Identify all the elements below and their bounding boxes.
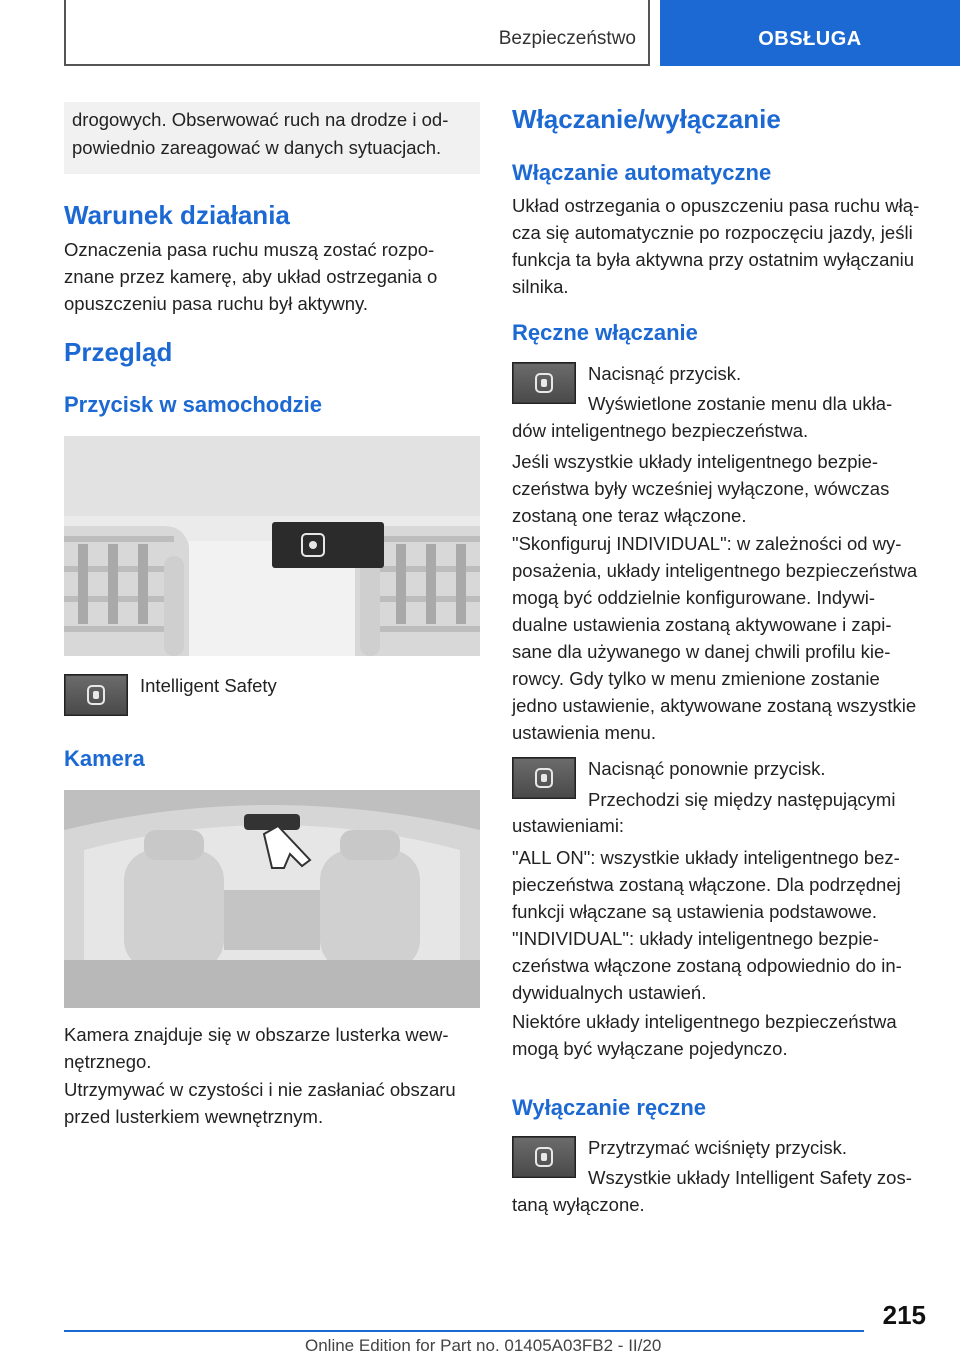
text-line: przed lusterkiem wewnętrznym. <box>64 1106 324 1127</box>
menu-text-line1: Wyświetlone zostanie menu dla ukła- <box>588 393 893 414</box>
note-box <box>64 102 480 174</box>
menu-text-line2: dów inteligentnego bezpieczeństwa. <box>512 420 809 441</box>
configure-paragraph <box>512 530 932 746</box>
header-chapter-tab <box>660 0 960 66</box>
all-off-line1: Wszystkie układy Intelligent Safety zos- <box>588 1167 912 1188</box>
text-line: jedno ustawienie, aktywowane zostaną wszystkie <box>512 695 917 716</box>
heading-camera: Kamera <box>64 746 145 771</box>
text-line: posażenia, układy inteligentnego bezpieczeństwa <box>512 560 918 581</box>
dashboard-button-image <box>64 436 480 656</box>
text-line: sane dla używanego w danej chwili profilu kie- <box>512 641 891 662</box>
footer-divider <box>64 1330 864 1332</box>
press-button-text: Nacisnąć przycisk. <box>588 363 742 384</box>
text-line: funkcji włączane są ustawienia podstawowe. <box>512 901 878 922</box>
heading-on-off: Włączanie/wyłączanie <box>512 104 781 134</box>
switch-text-line2: ustawieniami: <box>512 815 625 836</box>
text-line: "INDIVIDUAL": układy inteligentnego bezpie- <box>512 928 879 949</box>
all-on-paragraph <box>512 844 928 925</box>
text-line: rowcy. Gdy tylko w menu zmienione zostanie <box>512 668 880 689</box>
text-line: zostaną one teraz włączone. <box>512 505 747 526</box>
text-line: Kamera znajduje się w obszarze lusterka wew- <box>64 1024 449 1045</box>
text-line: nętrznego. <box>64 1051 152 1072</box>
auto-paragraph <box>512 192 928 300</box>
individual-paragraph <box>512 925 928 1006</box>
heading-auto-on: Włączanie automatyczne <box>512 160 772 185</box>
heading-manual-off: Wyłączanie ręczne <box>512 1095 707 1120</box>
heading-condition: Warunek działania <box>64 200 290 230</box>
text-line: Oznaczenia pasa ruchu muszą zostać rozpo- <box>64 239 435 260</box>
intelligent-safety-button-icon <box>512 362 576 404</box>
chapter-title: OBSŁUGA <box>758 28 862 50</box>
text-line: "ALL ON": wszystkie układy inteligentnego bez- <box>512 847 900 868</box>
intelligent-safety-button-icon <box>64 674 128 716</box>
text-line: Utrzymywać w czystości i nie zasłaniać obszaru <box>64 1079 456 1100</box>
text-line: mogą być wyłączane pojedynczo. <box>512 1038 788 1059</box>
heading-button-in-car: Przycisk w samochodzie <box>64 392 322 417</box>
section-title: Bezpieczeństwo <box>498 28 636 49</box>
text-line: dualne ustawienia zostaną aktywowane i zapi- <box>512 614 892 635</box>
text-line: znane przez kamerę, aby układ ostrzegania o <box>64 266 438 287</box>
text-line: ustawienia menu. <box>512 722 656 743</box>
intelligent-safety-button-icon <box>512 1136 576 1178</box>
header-section-tab <box>64 0 650 66</box>
camera-location-image <box>64 790 480 1008</box>
camera-paragraph <box>64 1021 480 1075</box>
text-line: czeństwa włączone zostaną odpowiednio do in- <box>512 955 902 976</box>
page-number: 215 <box>882 1300 926 1330</box>
all-off-line2: taną wyłączone. <box>512 1194 645 1215</box>
switch-text-line1: Przechodzi się między następującymi <box>588 789 896 810</box>
text-line: mogą być oddzielnie konfigurowane. Indywi- <box>512 587 876 608</box>
heading-manual-on: Ręczne włączanie <box>512 320 698 345</box>
hold-button-text: Przytrzymać wciśnięty przycisk. <box>588 1137 848 1158</box>
edition-text: Online Edition for Part no. 01405A03FB2 - II/20 <box>305 1336 662 1355</box>
text-line: Niektóre układy inteligentnego bezpieczeństwa <box>512 1011 897 1032</box>
if-all-paragraph <box>512 448 928 529</box>
clean-paragraph <box>64 1076 480 1130</box>
note-line: powiednio zareagować w danych sytuacjach. <box>72 137 442 158</box>
text-line: czeństwa były wcześniej wyłączone, wówczas <box>512 478 890 499</box>
text-line: opuszczeniu pasa ruchu był aktywny. <box>64 293 369 314</box>
text-line: cza się automatycznie po rozpoczęciu jazdy, jeśli <box>512 222 913 243</box>
text-line: pieczeństwa zostaną włączone. Dla podrzędnej <box>512 874 901 895</box>
text-line: funkcja ta była aktywna przy ostatnim wyłączaniu <box>512 249 915 270</box>
text-line: dywidualnych ustawień. <box>512 982 707 1003</box>
intelligent-safety-button-icon <box>512 757 576 799</box>
text-line: "Skonfiguruj INDIVIDUAL": w zależności od wy- <box>512 533 902 554</box>
text-line: Układ ostrzegania o opuszczeniu pasa ruchu włą- <box>512 195 920 216</box>
press-again-text: Nacisnąć ponownie przycisk. <box>588 758 826 779</box>
text-line: Jeśli wszystkie układy inteligentnego bezpie- <box>512 451 879 472</box>
button-caption: Intelligent Safety <box>140 675 277 696</box>
text-line: silnika. <box>512 276 569 297</box>
note-line: drogowych. Obserwować ruch na drodze i od- <box>72 109 449 130</box>
condition-paragraph <box>64 236 480 317</box>
some-systems-paragraph <box>512 1008 928 1062</box>
heading-overview: Przegląd <box>64 337 173 367</box>
